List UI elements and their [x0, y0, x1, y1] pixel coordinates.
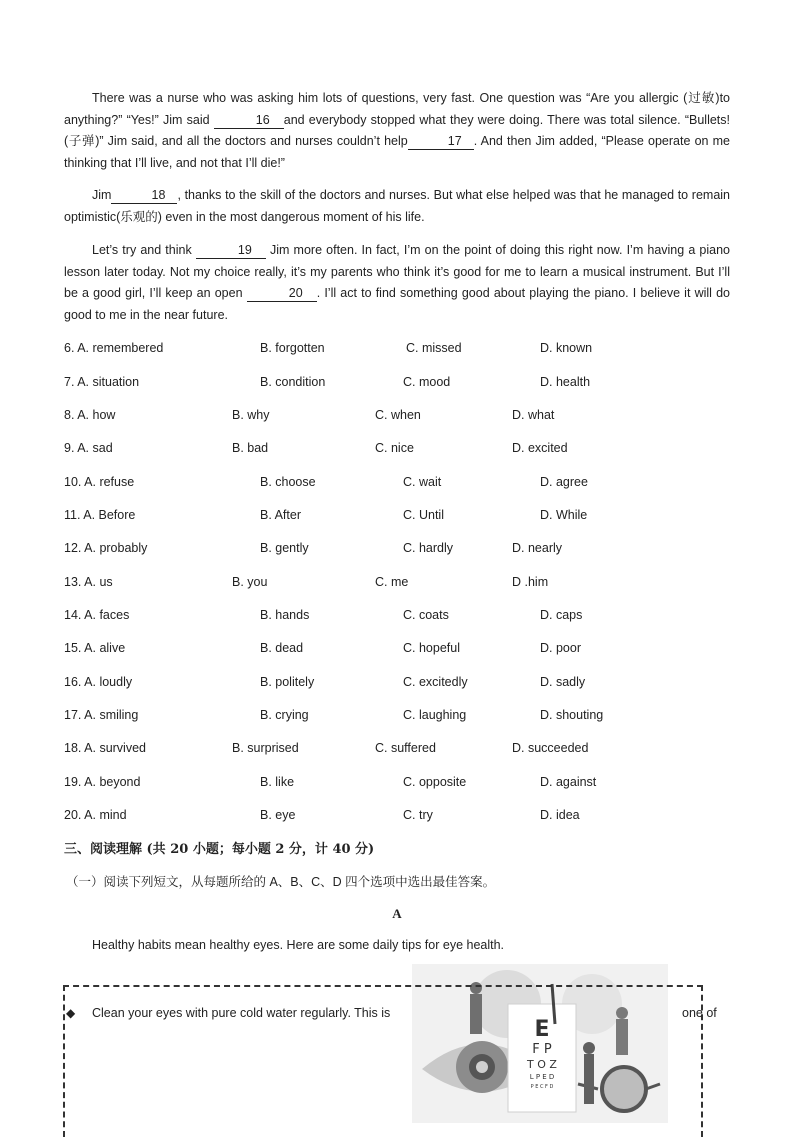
blank-17[interactable]: 17: [408, 133, 474, 150]
option-b[interactable]: B. After: [260, 508, 301, 522]
tip-text: Clean your eyes with pure cold water regularly. This is: [92, 1006, 391, 1020]
paragraph-text: Let’s try and think: [92, 243, 196, 257]
option-a[interactable]: 8. A. how: [64, 408, 116, 422]
option-d[interactable]: D. health: [540, 375, 591, 389]
option-c[interactable]: C. suffered: [375, 741, 436, 755]
option-c[interactable]: C. hopeful: [403, 641, 460, 655]
blank-16[interactable]: 16: [214, 112, 284, 129]
option-row: [64, 508, 744, 528]
option-b[interactable]: B. choose: [260, 475, 316, 489]
option-a[interactable]: 16. A. loudly: [64, 675, 133, 689]
option-d[interactable]: D. agree: [540, 475, 588, 489]
option-b[interactable]: B. surprised: [232, 741, 299, 755]
blank-19[interactable]: 19: [196, 242, 266, 259]
option-b[interactable]: B. politely: [260, 675, 315, 689]
eye-chart-row: F P: [532, 1042, 552, 1057]
option-d[interactable]: D. shouting: [540, 708, 604, 722]
option-b[interactable]: B. you: [232, 575, 268, 589]
option-row: [64, 408, 744, 428]
option-a[interactable]: 17. A. smiling: [64, 708, 139, 722]
option-a[interactable]: 10. A. refuse: [64, 475, 135, 489]
option-c[interactable]: C. Until: [403, 508, 444, 522]
option-d[interactable]: D. nearly: [512, 541, 563, 555]
option-d[interactable]: D. caps: [540, 608, 583, 622]
option-a[interactable]: 13. A. us: [64, 575, 113, 589]
option-b[interactable]: B. why: [232, 408, 270, 422]
option-row: [64, 675, 744, 695]
option-row: [64, 441, 744, 461]
option-row: [64, 741, 744, 761]
option-c[interactable]: C. me: [375, 575, 409, 589]
paragraph-text: . And then Jim added, “Please operate on me thinking that I’ll live, and not that I’ll die!”: [64, 134, 730, 170]
option-row: [64, 775, 744, 795]
option-b[interactable]: B. eye: [260, 808, 296, 822]
option-b[interactable]: B. like: [260, 775, 295, 789]
diamond-bullet-icon: ◆: [66, 1006, 76, 1020]
paragraph-text: There was a nurse who was asking him lots of questions, very fast. One question was “Are you allergic (过敏)to anything?” “Yes!” Jim said: [64, 91, 730, 127]
option-c[interactable]: C. try: [403, 808, 433, 822]
option-a[interactable]: 20. A. mind: [64, 808, 127, 822]
option-row: [64, 375, 744, 395]
option-b[interactable]: B. condition: [260, 375, 326, 389]
paragraph-text: Jim: [92, 188, 112, 202]
option-d[interactable]: D .him: [512, 575, 549, 589]
section-title: 三、阅读理解 (共 20 小题；每小题 2 分，计 40 分): [64, 842, 375, 857]
option-d[interactable]: D. sadly: [540, 675, 586, 689]
eye-chart-row: T O Z: [527, 1058, 557, 1071]
option-a[interactable]: 19. A. beyond: [64, 775, 141, 789]
option-c[interactable]: C. missed: [406, 341, 462, 355]
option-c[interactable]: C. excitedly: [403, 675, 468, 689]
blank-18[interactable]: 18: [111, 187, 177, 204]
option-a[interactable]: 18. A. survived: [64, 741, 146, 755]
eye-chart-row: L P E D: [529, 1073, 555, 1081]
option-c[interactable]: C. hardly: [403, 541, 454, 555]
option-row: [64, 541, 744, 561]
option-b[interactable]: B. forgotten: [260, 341, 325, 355]
option-a[interactable]: 9. A. sad: [64, 441, 113, 455]
option-d[interactable]: D. poor: [540, 641, 581, 655]
option-c[interactable]: C. nice: [375, 441, 414, 455]
option-row: [64, 641, 744, 661]
paragraph-text: . I’ll act to find something good about playing the piano. I believe it will do good to me in the near future.: [64, 286, 731, 322]
option-c[interactable]: C. laughing: [403, 708, 467, 722]
passage-paragraph-1: [64, 88, 730, 174]
option-c[interactable]: C. mood: [403, 375, 451, 389]
tip-text-continued: one of: [682, 1006, 717, 1020]
option-d[interactable]: D. succeeded: [512, 741, 589, 755]
option-d[interactable]: D. idea: [540, 808, 580, 822]
option-row: [64, 341, 744, 361]
option-b[interactable]: B. dead: [260, 641, 304, 655]
option-c[interactable]: C. wait: [403, 475, 442, 489]
option-d[interactable]: D. against: [540, 775, 597, 789]
option-a[interactable]: 15. A. alive: [64, 641, 126, 655]
passage-paragraph-2: [64, 185, 730, 228]
eye-chart-row: P E C F D: [530, 1084, 554, 1090]
option-row: [64, 475, 744, 495]
option-b[interactable]: B. hands: [260, 608, 310, 622]
option-d[interactable]: D. excited: [512, 441, 568, 455]
option-c[interactable]: C. opposite: [403, 775, 467, 789]
option-a[interactable]: 12. A. probably: [64, 541, 148, 555]
option-b[interactable]: B. crying: [260, 708, 309, 722]
option-a[interactable]: 6. A. remembered: [64, 341, 164, 355]
passage-intro: Healthy habits mean healthy eyes. Here are some daily tips for eye health.: [92, 938, 505, 952]
option-row: [64, 608, 744, 628]
option-row: [64, 708, 744, 728]
passage-paragraph-3: [64, 240, 730, 326]
option-b[interactable]: B. gently: [260, 541, 309, 555]
paragraph-text: , thanks to the skill of the doctors and nurses. But what else helped was that he managed to remain optimistic(乐观的) even in the most dangerous moment of his life.: [64, 188, 730, 224]
section-instruction: （一）阅读下列短文，从每题所给的 A、B、C、D 四个选项中选出最佳答案。: [66, 875, 496, 889]
option-b[interactable]: B. bad: [232, 441, 269, 455]
passage-letter: A: [392, 906, 402, 921]
option-row: [64, 575, 744, 595]
paragraph-text: Jim more often. In fact, I’m on the point of doing this right now. I’m having a piano lesson later today. Not my choice really, it’s my parents who think it’s good for me to learn a musical instrument. But I’ll be a good girl, I’ll keep an open: [64, 243, 730, 300]
option-row: [64, 808, 744, 828]
option-d[interactable]: D. While: [540, 508, 588, 522]
eye-chart-row: E: [534, 1017, 550, 1042]
option-a[interactable]: 14. A. faces: [64, 608, 130, 622]
option-a[interactable]: 7. A. situation: [64, 375, 140, 389]
option-c[interactable]: C. coats: [403, 608, 449, 622]
paragraph-text: and everybody stopped what they were doing. There was total silence. “Bullets!(子弹)” Jim said, and all the doctors and nurses couldn’t help: [64, 112, 730, 148]
option-a[interactable]: 11. A. Before: [64, 508, 136, 522]
option-c[interactable]: C. when: [375, 408, 421, 422]
blank-20[interactable]: 20: [247, 285, 317, 302]
option-d[interactable]: D. known: [540, 341, 593, 355]
option-d[interactable]: D. what: [512, 408, 555, 422]
